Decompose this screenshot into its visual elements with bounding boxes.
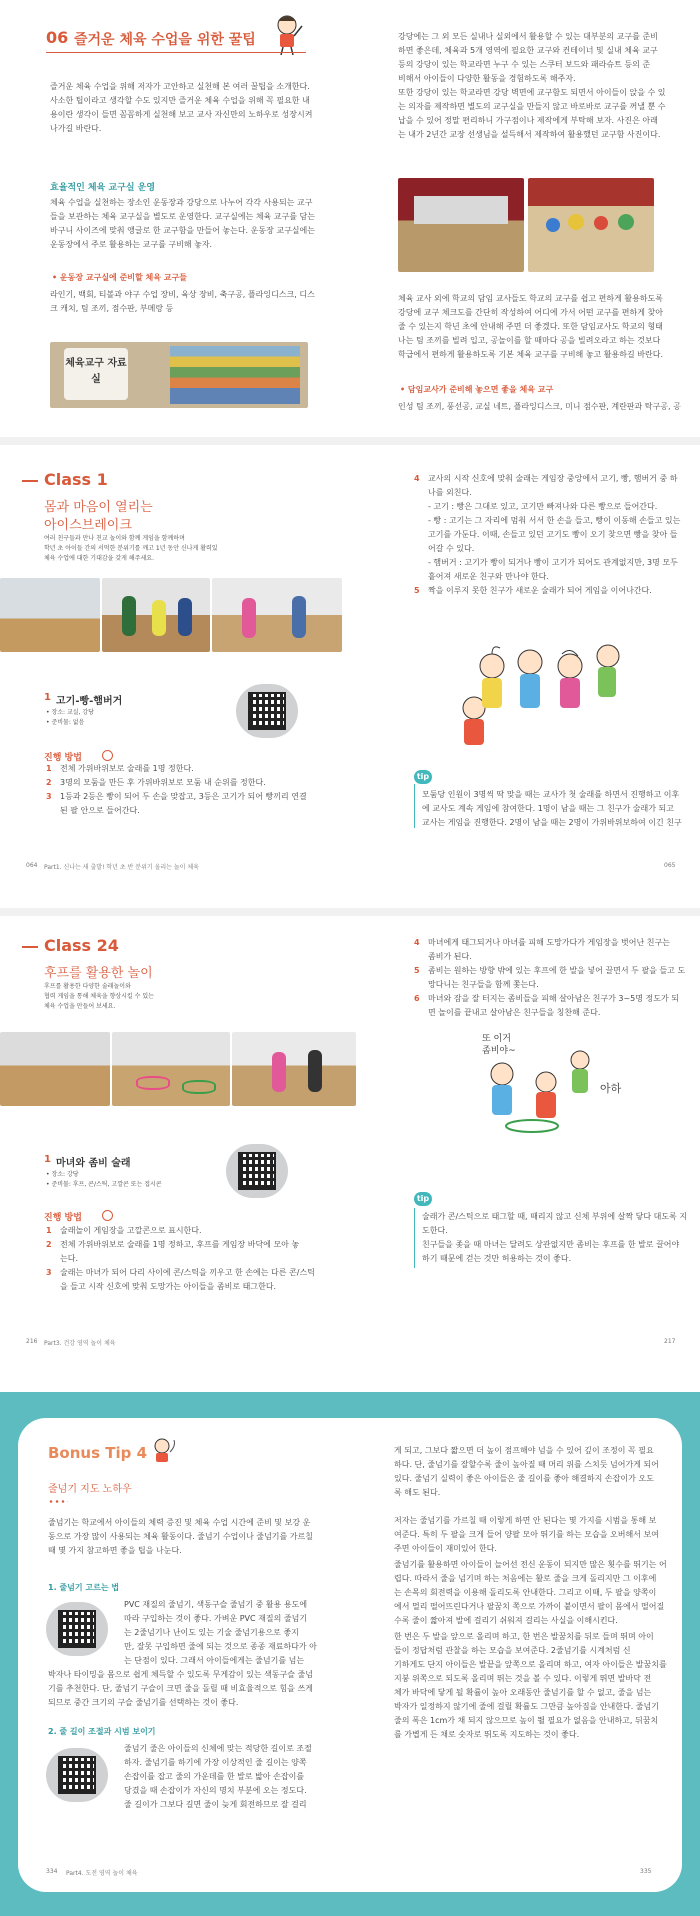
game-place: • 장소: 강당 xyxy=(46,1171,79,1178)
step-text: 3명의 모둠을 만든 후 가위바위보로 모둠 내 순위를 정한다. xyxy=(60,778,266,787)
page-4: Bonus Tip 4 줄넘기 지도 노하우 줄넘기는 학교에서 아이들의 체력 증진 및 체육 수업 시간에 준비 및 보강 운 동으로 가장 많이 사용되는 체육 활동이다. 줄넘기 수업이나 줄넘기를 가르칠 때 몇 가지 참고하면 좋을 팁을 나눈다. 1. 줄넘기 고르는 법 PVC 재질의 줄넘기, 색동구슬 줄넘기 중 활용 용도에 따라 구입하는 것이 좋다. 가벼운 PVC 재질의 줄넘기 는 2줄넘기나 난이도 있는 기술 줄넘기용으로 좋지 만, 잘못 구입하면 줄에 되는 것으로 종종 재료하다가 아 는 단점이 있다. 그래서 아이들에게는 줄넘기를 넘는 박자나 타이밍을 몸으로 쉽게 체득할 수 있도록 무게감이 있는 색동구슬 줄넘 기를 추천한다. 단, 줄넘기 구슬이 크면 줄을 돌릴 때 비효율적으로 힘을 쓰게 되므로 중간 크기의 구슬 줄넘기를 선택하는 것이 좋다. 2. 줄 길이 조절과 시범 보이기 줄넘기 줄은 아이들의 신체에 맞는 적당한 길이로 조절 하자. 줄넘기를 하기에 가장 이상적인 줄 길이는 양쪽 손잡이를 잡고 줄의 가운데를 한 발로 밟아 손잡이를 당겼을 때 손잡이가 자신의 명치 부분에 오는 정도다. 줄 길이가 그보다 길면 줄이 늦게 회전하므로 잘 걸리 게 되고, 그보다 짧으면 더 높이 점프해야 넘을 수 있어 깊이 조정이 꼭 필요 하다. 단, 줄넘기를 잘할수록 줄이 높아질 때 머리 위를 스치듯 넘어가게 되어 있다. 줄넘기 실력이 좋은 아이들은 줄 길이를 좋아 해결하지 손잡이가 오도 록 해도 된다. 저자는 줄넘기를 가르칠 때 이렇게 하면 안 된다는 몇 가지를 시범을 통해 보 여준다. 특히 두 팔을 크게 들어 양팔 모아 뛰기를 하는 모습을 오버해서 보여 주면 아이들이 재미있어 한다. 줄넘기를 활용하면 아이들이 늘어선 전신 운동이 되지만 많은 횟수를 뛰기는 어 렵다. 따라서 줄을 넘기며 하는 처음에는 활로 줄을 크게 돌리지만 그 이후에 는 손목의 회전력을 이용해 돌리도록 안내한다. 그리고 이때, 두 팔을 양쪽이 에서 멀리 떨어뜨린다거나 팔꿈치 쪽으로 가까이 붙이면서 팔이 몸에서 떨어질 수록 줄이 짧아져 발에 걸리기 쉬워져 걸리는 사실을 이해시킨다. 한 번은 두 발을 앞으로 올리며 하고, 한 번은 발꿈치를 뒤로 들며 뛰며 아이 들이 정답처럼 관찰을 하는 모습을 보여준다. 2줄넘기를 시계처럼 신 기하게도 단지 아이들은 발끝을 앞쪽으로 올리며 하고, 여자 아이들은 발꿈치를 지붕 위쪽으로 되도록 올리며 뛰는 것을 볼 수 있다. 이렇게 뛰면 발바닥 전 체가 바닥에 닿게 될 확률이 높아 오래동안 줄넘기를 할 수 없고, 줄을 넘는 박자가 일정하지 않기에 줄에 걸릴 확률도 그만큼 높아짐을 안내한다. 줄넘기 줄의 폭은 1cm가 채 되지 않으므로 높이 뛸 필요가 없음을 안내하고, 뒤꿈치 를 가볍게 든 채로 숫자로 뛰도록 지도하는 것이 좋다. 334 Part4. 도전 영역 놀이 체육 335 xyxy=(18,1418,682,1892)
kids-game-cartoon xyxy=(452,626,642,754)
step-number: 4 xyxy=(414,938,420,947)
page-divider xyxy=(0,437,700,445)
method-title: 진행 방법 xyxy=(44,753,82,763)
cartoon-caption: 좀비야~ xyxy=(482,1046,516,1056)
mascot-cartoon xyxy=(150,1436,178,1464)
game-title: 고기-빵-햄버거 xyxy=(56,696,123,707)
game-number: 1 xyxy=(44,1154,51,1165)
page-title: 줄넘기 지도 노하우 xyxy=(48,1484,132,1495)
bullet-text: 인성 팀 조끼, 풍선공, 교실 네트, 플라잉디스크, 미니 점수판, 계란판과 탁구공, 공 xyxy=(398,402,681,411)
footer-part-title: Part3. 건강 영역 놀이 체육 xyxy=(44,1340,116,1347)
step-number: 3 xyxy=(46,1268,52,1277)
step-number: 2 xyxy=(46,778,52,787)
qr-code[interactable] xyxy=(58,1756,96,1794)
section-heading: 효율적인 체육 교구실 운영 xyxy=(50,183,156,193)
step-number: 1 xyxy=(46,1226,52,1235)
title-dots xyxy=(48,1500,68,1503)
game-prep: • 준비물: 후프, 콘/스틱, 고깔콘 또는 접시콘 xyxy=(46,1181,162,1188)
bonus-label: Bonus Tip 4 xyxy=(48,1444,148,1462)
page-2: Class 1 몸과 마음이 열리는 아이스브레이크 여러 친구들과 만나 친교 놀이와 함께 게임을 함께하며 학년 초 아이들 간의 서먹한 분위기를 깨고 1년 동안 신나게 활력있 체육 수업에 대한 기대감을 갖게 해주세요. 1 고기-빵-햄버거 • 장소: 교실, 강당 • 준비물: 없음 진행 방법 1 전체 가위바위보로 술래를 1명 정한다. 2 3명의 모둠을 만든 후 가위바위보로 모둠 내 순위를 정한다. 3 1등과 2등은 빵이 되어 두 손을 맞잡고, 3등은 고기가 되어 빵끼리 연결 된 팔 안으로 들어간다. 4 교사의 시작 신호에 맞춰 술래는 게임장 중앙에서 고기, 빵, 햄버거 중 하 나를 외친다. - 고기 : 빵은 그대로 있고, 고기만 빠져나와 다른 빵으로 들어간다. - 빵 : 고기는 그 자리에 멈춰 서서 한 손을 들고, 빵이 이동해 손들고 있는 고기를 가둔다. 이때, 손들고 있던 고기도 빵이 오기 찾으면 빵을 찾아 들 어갈 수 있다. - 햄버거 : 고기가 빵이 되거나 빵이 고기가 되어도 관계없지만, 3명 모두 흩어져 새로운 친구와 만나야 한다. 5 짝을 이루지 못한 친구가 새로운 술래가 되어 게임을 이어나간다. tip 모둠당 인원이 3명씩 딱 맞을 때는 교사가 첫 술래를 하면서 진행하고 이후 에 교사도 계속 게임에 참여한다. 1명이 남을 때는 그 친구가 술래가 되고 교사는 게임을 진행한다. 2명이 남을 때는 2명이 가위바위보하여 이긴 친구 064 Part1. 신나는 새 출발! 학년 초 반 분위기 올리는 놀이 체육 065 xyxy=(0,452,700,900)
gym-photo-2 xyxy=(102,578,210,652)
step-text: 마녀에게 태그되거나 마녀를 피해 도망가다가 게임장을 벗어난 친구는 xyxy=(428,938,670,947)
game-number: 1 xyxy=(44,692,51,703)
step-text: 는다. xyxy=(60,1254,78,1263)
footer-page-number: 216 xyxy=(26,1338,38,1345)
title-underline xyxy=(46,52,306,53)
bullet-heading: • 운동장 교구실에 준비할 체육 교구들 xyxy=(52,273,187,282)
bullet-text: 라인기, 백회, 티볼과 야구 수업 장비, 육상 장비, 축구공, 플라잉디스크, 디스 xyxy=(50,290,315,299)
clock-icon xyxy=(102,1210,113,1221)
game-place: • 장소: 교실, 강당 xyxy=(46,709,94,716)
footer-page-number: 217 xyxy=(664,1338,676,1345)
class-title: 후프를 활용한 놀이 xyxy=(44,966,153,981)
game-title: 마녀와 좀비 술래 xyxy=(56,1158,131,1169)
footer-part-title: Part1. 신나는 새 출발! 학년 초 반 분위기 올리는 놀이 체육 xyxy=(44,864,199,871)
bullet-text: 크 캐치, 팀 조끼, 점수판, 부메랑 등 xyxy=(50,304,174,313)
hoop-photo-2 xyxy=(112,1032,230,1106)
step-number: 5 xyxy=(414,966,420,975)
step-text: 면 놀이를 끝내고 살아남은 친구들을 칭찬해 준다. xyxy=(428,1008,601,1017)
qr-code[interactable] xyxy=(58,1610,96,1648)
page-divider xyxy=(0,908,700,916)
page-3: Class 24 후프를 활용한 놀이 후프를 활용한 다양한 술래놀이와 협력 게임을 통해 체육을 향상시킬 수 있는 체육 수업을 만들어 보세요. 1 마녀와 좀비 술래 • 장소: 강당 • 준비물: 후프, 콘/스틱, 고깔콘 또는 접시콘 진행 방법 1 술래놀이 게임장을 고깔콘으로 표시한다. 2 전체 가위바위보로 술래를 1명 정하고, 후프를 게임장 바닥에 모아 놓 는다. 3 술래는 마녀가 되어 다리 사이에 콘/스틱을 끼우고 한 손에는 다른 콘/스틱 을 들고 시작 신호에 맞춰 도망가는 아이들을 좀비로 태그한다. 4 마녀에게 태그되거나 마녀를 피해 도망가다가 게임장을 벗어난 친구는 좀비가 된다. 5 좀비는 원하는 방향 밖에 있는 후프에 한 발을 넣어 끌면서 두 팔을 들고 도 망다니는 친구들을 함께 쫓는다. 6 마녀와 잠을 잘 터지는 좀비들을 피해 살아남은 친구가 3~5명 정도가 되 면 놀이를 끝내고 살아남은 친구들을 칭찬해 준다. 또 이거 좀비야~ 아하 tip 술래가 콘/스틱으로 태그할 때, 때리지 않고 신체 부위에 살짝 닿다 대도록 지 도한다. 친구들을 좇을 때 마녀는 달려도 상관없지만 좀비는 후프를 한 발로 끌어야 하기 때문에 걷는 것만 허용하는 것이 좋다. 216 Part3. 건강 영역 놀이 체육 217 xyxy=(0,924,700,1368)
class-label: Class 1 xyxy=(44,470,108,489)
qr-code[interactable] xyxy=(248,692,286,730)
storage-bench-photo-right xyxy=(528,178,654,272)
step-number: 3 xyxy=(46,792,52,801)
class-title-line1: 몸과 마음이 열리는 xyxy=(44,500,153,515)
class-label: Class 24 xyxy=(44,936,119,955)
cartoon-caption: 아하 xyxy=(600,1082,622,1095)
step-number: 5 xyxy=(414,586,420,595)
step-text: 마녀와 잠을 잘 터지는 좀비들을 피해 살아남은 친구가 3~5명 정도가 되 xyxy=(428,994,679,1003)
step-text: 술래놀이 게임장을 고깔콘으로 표시한다. xyxy=(60,1226,202,1235)
step-text: 좀비는 원하는 방향 밖에 있는 후프에 한 발을 넣어 끌면서 두 팔을 들고 도 xyxy=(428,966,686,975)
step-number: 6 xyxy=(414,994,420,1003)
section-number: 06 xyxy=(46,28,69,47)
mascot-cartoon xyxy=(270,12,304,56)
storage-bench-photo-left xyxy=(398,178,524,272)
step-text: 1등과 2등은 빵이 되어 두 손을 맞잡고, 3등은 고기가 되어 빵끼리 연결 xyxy=(60,792,307,801)
step-text: 전체 가위바위보로 술래를 1명 정하고, 후프를 게임장 바닥에 모아 놓 xyxy=(60,1240,300,1249)
equipment-room-photo xyxy=(50,342,308,408)
class-rule xyxy=(22,480,38,482)
cartoon-caption: 또 이거 xyxy=(482,1034,511,1044)
page-title: 즐거운 체육 수업을 위한 꿀팁 xyxy=(74,32,256,48)
hoop-photo-1 xyxy=(0,1032,110,1106)
step-text: 된 팔 안으로 들어간다. xyxy=(60,806,140,815)
class-title-line2: 아이스브레이크 xyxy=(44,518,132,533)
step-number: 4 xyxy=(414,474,420,483)
hoop-photo-3 xyxy=(232,1032,356,1106)
footer-page-number: 335 xyxy=(640,1868,652,1875)
step-text: 짝을 이루지 못한 친구가 새로운 술래가 되어 게임을 이어나간다. xyxy=(428,586,652,595)
footer-page-number: 334 xyxy=(46,1868,58,1875)
zombie-cartoon xyxy=(462,1030,642,1140)
step-number: 2 xyxy=(46,1240,52,1249)
tip-badge: tip xyxy=(414,770,432,784)
gym-photo-3 xyxy=(212,578,342,652)
qr-code[interactable] xyxy=(238,1152,276,1190)
class-rule xyxy=(22,946,38,948)
step-text: 술래는 마녀가 되어 다리 사이에 콘/스틱을 끼우고 한 손에는 다른 콘/스틱 xyxy=(60,1268,315,1277)
page-1: 06 즐거운 체육 수업을 위한 꿀팁 즐거운 체육 수업을 위해 저자가 고안하고 실천해 본 여러 꿀팁을 소개한다. 사소한 팁이라고 생각할 수도 있지만 즐거운 체육 수업을 위해 꼭 필요한 내 용이란 생각이 들면 꼼꼼하게 실천해 보고 교사 자신만의 노하우로 성장시켜 나가길 바란다. 효율적인 체육 교구실 운영 체육 수업을 실천하는 장소인 운동장과 강당으로 나누어 각각 사용되는 교구 들을 보관하는 체육 교구실을 별도로 운영한다. 교구실에는 체육 교구를 담는 바구니 사이즈에 맞춰 앵글로 한 교구함을 만들어 놓는다. 운동장 교구실에는 운동장에서 주로 활용하는 교구를 구비해 놓자. • 운동장 교구실에 준비할 체육 교구들 라인기, 백회, 티볼과 야구 수업 장비, 육상 장비, 축구공, 플라잉디스크, 디스 크 캐치, 팀 조끼, 점수판, 부메랑 등 체육교구 자료실 강당에는 그 외 모든 실내나 실외에서 활용할 수 있는 대부분의 교구를 준비 하면 좋은데, 체육과 5개 영역에 필요한 교구와 컨테이너 및 실내 체육 교구 등의 강당이 있는 학교라면 누구 수 있는 스쿠터 보드와 패라슈트 등의 준 비해서 아이들이 다양한 활동을 경험하도록 해주자. 또한 강당이 있는 학교라면 강당 벽면에 교구함도 되면서 아이들이 앉을 수 있 는 의자를 제작하면 별도의 교구실을 만들지 않고 바로바로 교구를 꺼낼 뿐 수 납을 수 있어 정말 편리하니 가구점이나 제작에게 부탁해 보자. 사진은 아래 는 내가 2년간 교장 선생님을 설득해서 제작하여 활용했던 교구함 사진이다. 체육 교사 외에 학교의 담임 교사들도 학교의 교구를 쉽고 편하게 활용하도록 강당에 교구 체크도를 간단히 작성하여 어디에 가서 어떤 교구를 편하게 찾아 줄 수 있는지 학년 초에 안내해 주면 더 좋겠다. 또한 담임교사도 학교의 형태 나는 팀 조끼를 빌려 입고, 공놀이를 할 때마다 공을 빌려오라고 하는 것보다 학급에서 편하게 활용하도록 기본 체육 교구를 구비해 놓고 활용하길 바란다. • 담임교사가 준비해 놓으면 좋을 체육 교구 인성 팀 조끼, 풍선공, 교실 네트, 플라잉디스크, 미니 점수판, 계란판과 탁구공, 공 xyxy=(0,0,700,425)
step-text: 을 들고 시작 신호에 맞춰 도망가는 아이들을 좀비로 태그한다. xyxy=(60,1282,277,1291)
step-text: 좀비가 된다. xyxy=(428,952,472,961)
step-text: 전체 가위바위보로 술래를 1명 정한다. xyxy=(60,764,194,773)
bullet-heading: • 담임교사가 준비해 놓으면 좋을 체육 교구 xyxy=(400,385,554,394)
step-text: 망다니는 친구들을 함께 쫓는다. xyxy=(428,980,539,989)
section-heading: 1. 줄넘기 고르는 법 xyxy=(48,1583,120,1592)
footer-page-number: 064 xyxy=(26,862,38,869)
footer-part-title: Part4. 도전 영역 놀이 체육 xyxy=(66,1870,138,1877)
footer-page-number: 065 xyxy=(664,862,676,869)
clock-icon xyxy=(102,750,113,761)
tip-badge: tip xyxy=(414,1192,432,1206)
game-prep: • 준비물: 없음 xyxy=(46,719,85,726)
sign-board: 체육교구 자료실 xyxy=(64,348,128,400)
gym-photo-1 xyxy=(0,578,100,652)
method-title: 진행 방법 xyxy=(44,1213,82,1223)
step-number: 1 xyxy=(46,764,52,773)
section-heading: 2. 줄 길이 조절과 시범 보이기 xyxy=(48,1727,156,1736)
